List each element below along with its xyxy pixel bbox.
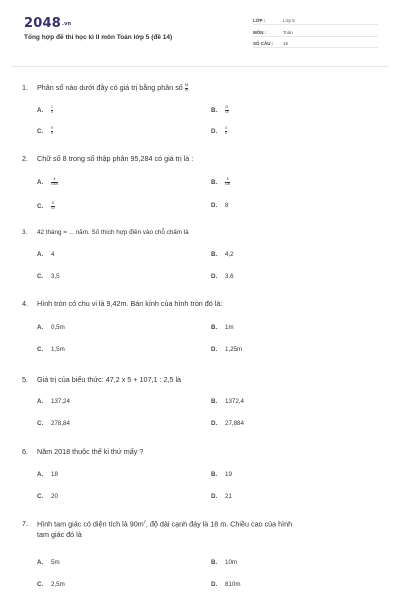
question-number: 6. xyxy=(22,447,28,456)
question-text: Năm 2018 thuộc thế kỉ thứ mấy ? xyxy=(37,447,144,456)
option-c[interactable] xyxy=(37,127,53,135)
option-d[interactable] xyxy=(211,202,228,209)
option-c[interactable] xyxy=(37,346,65,353)
option-d[interactable] xyxy=(211,581,240,588)
option-letter: C. xyxy=(37,273,44,280)
fraction-numerator: 54 xyxy=(184,83,189,87)
option-letter: A. xyxy=(37,251,44,258)
question-1-stem xyxy=(22,83,188,92)
option-letter: A. xyxy=(37,178,44,186)
question-3-stem xyxy=(22,229,189,236)
option-letter: A. xyxy=(37,398,44,405)
option-letter: D. xyxy=(211,420,218,427)
option-a[interactable] xyxy=(37,178,58,186)
fraction-numerator: 21 xyxy=(225,105,229,109)
question-2-stem xyxy=(22,154,193,163)
option-letter: D. xyxy=(211,581,218,588)
question-text: 42 tháng = ... năm. Số thích hợp điền vào chỗ chấm là xyxy=(37,229,189,236)
header-divider xyxy=(12,66,388,67)
fraction-numerator: 3 xyxy=(225,126,227,130)
option-letter: B. xyxy=(211,398,218,405)
option-d[interactable] xyxy=(211,346,242,353)
option-value: 2,5m xyxy=(51,581,65,588)
option-letter: D. xyxy=(211,202,218,209)
document-meta xyxy=(253,15,378,50)
fraction-denominator: 3 xyxy=(51,109,53,114)
option-value: 3,6 xyxy=(225,273,234,280)
option-value: 0,5m xyxy=(51,324,65,331)
fraction-denominator: 1000 xyxy=(51,181,59,186)
option-letter: C. xyxy=(37,420,44,427)
option-value: 27,884 xyxy=(225,420,244,427)
option-fraction xyxy=(225,127,227,135)
option-a[interactable] xyxy=(37,559,60,566)
fraction-numerator: 1 xyxy=(51,105,53,109)
fraction-denominator: 90 xyxy=(184,87,189,92)
fraction-numerator: 8 xyxy=(53,177,56,181)
meta-value-subject: Toán xyxy=(283,29,293,35)
question-number: 1. xyxy=(22,83,28,92)
option-letter: B. xyxy=(211,251,218,258)
meta-label-class: LỚP : xyxy=(253,18,266,23)
option-letter: D. xyxy=(211,346,218,353)
option-fraction xyxy=(51,127,53,135)
option-value: 810m xyxy=(225,581,241,588)
question-number: 7. xyxy=(22,519,28,529)
option-a[interactable] xyxy=(37,324,65,331)
option-letter: A. xyxy=(37,324,44,331)
option-c[interactable] xyxy=(37,493,58,500)
option-fraction xyxy=(225,106,229,114)
option-letter: B. xyxy=(211,178,218,186)
question-text: Phân số nào dưới đây có giá trị bằng phân số xyxy=(37,83,183,92)
option-letter: A. xyxy=(37,559,44,566)
meta-value-class: Lớp 5 xyxy=(283,18,295,23)
question-number: 5. xyxy=(22,375,28,384)
option-a[interactable] xyxy=(37,106,53,114)
option-value: 1m xyxy=(225,324,234,331)
option-letter: C. xyxy=(37,346,44,353)
question-fraction xyxy=(185,84,189,92)
option-c[interactable] xyxy=(37,581,65,588)
option-value: 20 xyxy=(51,493,58,500)
question-area-value: 90m xyxy=(129,519,144,529)
option-value: 4,2 xyxy=(225,251,234,258)
option-letter: C. xyxy=(37,581,44,588)
option-value: 3,5 xyxy=(51,273,60,280)
question-6-stem xyxy=(22,447,143,456)
option-a[interactable] xyxy=(37,398,70,405)
document-title: Tổng hợp đề thi học kì II môn Toán lớp 5 (đề 14) xyxy=(24,34,173,41)
fraction-denominator: 5 xyxy=(225,130,227,135)
option-d[interactable] xyxy=(211,493,232,500)
option-b[interactable] xyxy=(211,559,237,566)
option-value: 137,24 xyxy=(51,398,70,405)
option-value: 4 xyxy=(51,251,55,258)
option-value: 278,84 xyxy=(51,420,70,427)
option-c[interactable] xyxy=(37,420,70,427)
option-letter: B. xyxy=(211,559,218,566)
fraction-denominator: 5 xyxy=(51,130,53,135)
question-5-stem xyxy=(22,375,181,384)
option-b[interactable] xyxy=(211,324,234,331)
option-a[interactable] xyxy=(37,251,54,258)
fraction-numerator: 9 xyxy=(51,126,53,130)
logo-suffix: .vn xyxy=(61,20,72,27)
question-text: Chữ số 8 trong số thập phân 95,284 có giá trị là : xyxy=(37,154,194,163)
meta-row-subject xyxy=(253,27,378,37)
question-number: 3. xyxy=(22,229,28,236)
option-letter: D. xyxy=(211,493,218,500)
fraction-denominator: 100 xyxy=(225,181,231,186)
option-value: 19 xyxy=(225,471,232,478)
option-letter: D. xyxy=(211,273,218,280)
option-b[interactable] xyxy=(211,251,234,258)
option-value: 1372,4 xyxy=(225,398,244,405)
question-number: 2. xyxy=(22,154,28,163)
meta-row-class xyxy=(253,15,378,25)
question-text: Hình tròn có chu vi là 9,42m. Bán kính của hình tròn đó là: xyxy=(37,299,223,308)
option-fraction xyxy=(51,106,53,114)
option-value: 1,25m xyxy=(225,346,243,353)
question-text-part-2: , độ dài cạnh đáy là 18 m. Chiều cao của hình xyxy=(145,519,293,529)
option-b[interactable] xyxy=(211,178,230,186)
question-7-stem xyxy=(22,519,293,539)
option-letter: A. xyxy=(37,471,44,478)
meta-value-question-count: 18 xyxy=(283,41,289,46)
option-value: 18 xyxy=(51,471,58,478)
meta-row-question-count xyxy=(253,38,378,48)
meta-label-question-count: SỐ CÂU : xyxy=(253,41,274,46)
option-fraction xyxy=(225,178,230,186)
logo-text: 2048 xyxy=(24,16,61,31)
option-letter: D. xyxy=(211,127,218,135)
question-4-stem xyxy=(22,299,222,308)
option-letter: B. xyxy=(211,471,218,478)
option-value: 21 xyxy=(225,493,232,500)
option-letter: B. xyxy=(211,106,218,114)
option-letter: B. xyxy=(211,324,218,331)
option-fraction xyxy=(51,178,58,186)
meta-label-subject: MÔN : xyxy=(253,29,267,35)
option-b[interactable] xyxy=(211,471,232,478)
option-a[interactable] xyxy=(37,471,58,478)
option-d[interactable] xyxy=(211,420,244,427)
fraction-numerator: 8 xyxy=(226,177,229,181)
option-letter: C. xyxy=(37,202,44,210)
fraction-denominator: 10 xyxy=(51,205,55,210)
question-text: Giá trị của biểu thức: 47,2 x 5 + 107,1 : 2,5 là xyxy=(37,375,182,384)
question-text-line-2: tam giác đó là xyxy=(37,530,82,539)
option-c[interactable] xyxy=(37,202,55,210)
option-value: 8 xyxy=(225,202,229,209)
question-number: 4. xyxy=(22,299,28,308)
fraction-numerator: 8 xyxy=(51,201,54,205)
site-logo[interactable] xyxy=(24,16,71,31)
option-letter: C. xyxy=(37,127,44,135)
option-d[interactable] xyxy=(211,273,234,280)
option-c[interactable] xyxy=(37,273,60,280)
option-d[interactable] xyxy=(211,127,227,135)
option-b[interactable] xyxy=(211,398,244,405)
question-area-exponent: 2 xyxy=(143,519,146,524)
option-value: 5m xyxy=(51,559,60,566)
option-b[interactable] xyxy=(211,106,229,114)
option-fraction xyxy=(51,202,55,210)
option-value: 10m xyxy=(225,559,238,566)
option-value: 1,5m xyxy=(51,346,65,353)
question-text-part-1: Hình tam giác có diện tích là xyxy=(37,519,128,529)
document-header xyxy=(0,0,400,66)
option-letter: A. xyxy=(37,106,44,114)
fraction-denominator: 15 xyxy=(225,109,229,114)
option-letter: C. xyxy=(37,493,44,500)
